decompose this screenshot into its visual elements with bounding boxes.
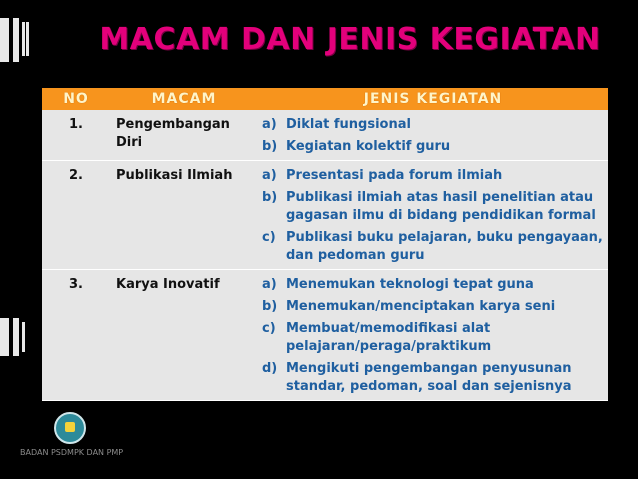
row-activities: [258, 270, 608, 401]
item-text: Kegiatan kolektif guru: [286, 139, 451, 154]
item-text: Mengikuti pengembangan penyusunan standar, pedoman, soal dan sejenisnya: [286, 361, 572, 394]
slide-title: MACAM DAN JENIS KEGIATAN: [99, 22, 601, 57]
table-row: [42, 161, 608, 270]
header-no: NO: [42, 88, 110, 110]
table-row: [42, 110, 608, 161]
item-marker: a): [262, 277, 277, 292]
row-number: 1.: [42, 110, 110, 161]
activity-table: [42, 88, 608, 401]
item-marker: c): [262, 230, 276, 245]
footer-note: BADAN PSDMPK DAN PMP: [20, 448, 124, 457]
decorative-bar: [0, 18, 9, 62]
item-marker: d): [262, 361, 278, 376]
list-item: [262, 276, 604, 294]
decorative-bar: [13, 318, 19, 356]
header-jenis-kegiatan: JENIS KEGIATAN: [258, 88, 608, 110]
table-row: [42, 270, 608, 401]
item-text: Presentasi pada forum ilmiah: [286, 168, 503, 183]
item-marker: c): [262, 321, 276, 336]
ministry-logo-icon: [54, 412, 86, 444]
item-text: Menemukan/menciptakan karya seni: [286, 299, 556, 314]
item-marker: b): [262, 299, 278, 314]
decorative-bar: [13, 18, 19, 62]
row-activities: [258, 161, 608, 270]
decorative-bar: [22, 22, 25, 56]
list-item: [262, 116, 604, 134]
list-item: [262, 229, 604, 265]
item-text: Publikasi ilmiah atas hasil penelitian atau gagasan ilmu di bidang pendidikan formal: [286, 190, 596, 223]
item-marker: b): [262, 139, 278, 154]
list-item: [262, 167, 604, 185]
list-item: [262, 320, 604, 356]
header-macam: MACAM: [110, 88, 258, 110]
list-item: [262, 360, 604, 396]
row-number: 2.: [42, 161, 110, 270]
item-text: Publikasi buku pelajaran, buku pengayaan, dan pedoman guru: [286, 230, 603, 263]
item-marker: b): [262, 190, 278, 205]
item-marker: a): [262, 168, 277, 183]
list-item: [262, 298, 604, 316]
decorative-bar: [0, 318, 9, 356]
row-macam: Pengembangan Diri: [110, 110, 258, 161]
decorative-bar: [22, 322, 25, 352]
row-number: 3.: [42, 270, 110, 401]
row-macam: Publikasi Ilmiah: [110, 161, 258, 270]
item-marker: a): [262, 117, 277, 132]
list-item: [262, 189, 604, 225]
item-text: Menemukan teknologi tepat guna: [286, 277, 534, 292]
row-activities: [258, 110, 608, 161]
decorative-bar: [26, 22, 29, 56]
row-macam: Karya Inovatif: [110, 270, 258, 401]
table-header-row: [42, 88, 608, 110]
list-item: [262, 138, 604, 156]
item-text: Membuat/memodifikasi alat pelajaran/peraga/praktikum: [286, 321, 492, 354]
item-text: Diklat fungsional: [286, 117, 411, 132]
